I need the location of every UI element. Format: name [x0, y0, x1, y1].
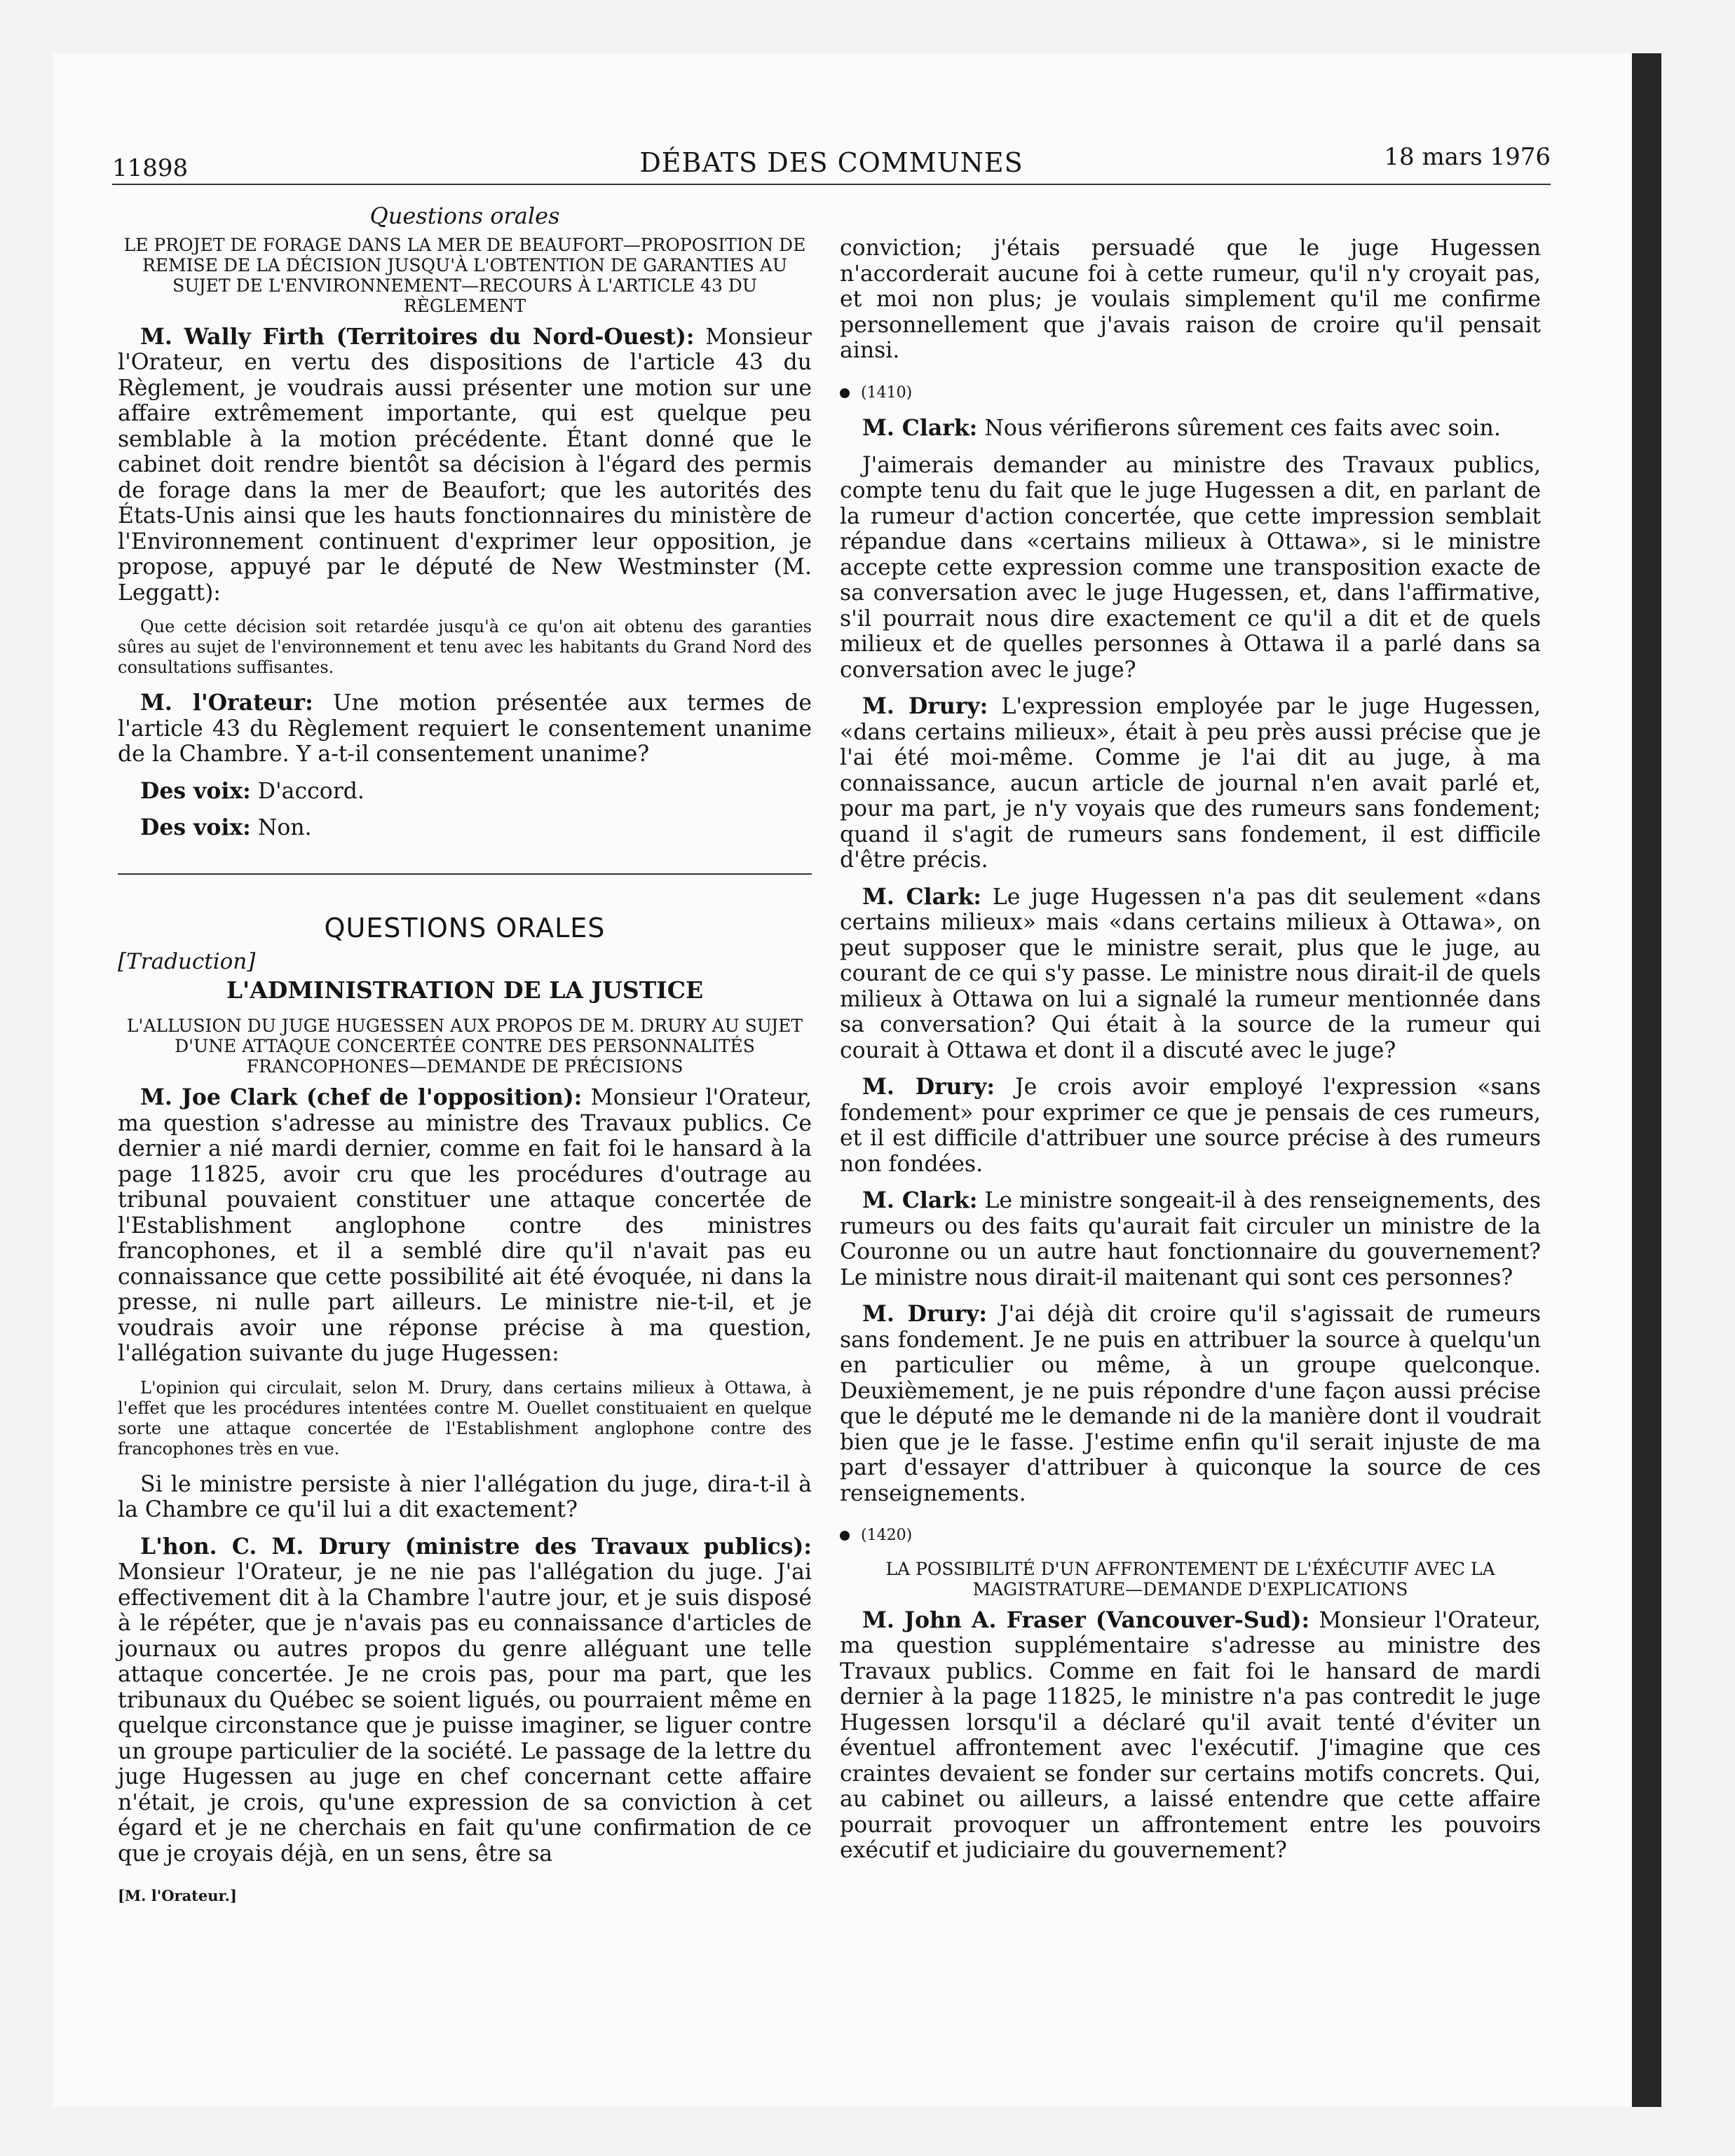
paragraph: Si le ministre persiste à nier l'allégation du juge, dira-t-il à la Chambre ce qu'il lui a dit exactement?	[118, 1471, 812, 1522]
paragraph	[840, 885, 1541, 1064]
speaker-name: M. Drury:	[862, 693, 988, 719]
speaker-name: M. Clark:	[862, 415, 978, 441]
speech-text: Monsieur l'Orateur, en vertu des dispositions de l'article 43 du Règlement, je voudrais aussi présenter une motion sur une affaire extrêmement importante, qui est quelque peu semblable à la motion précédente. Étant donné que le cabinet doit rendre bientôt sa décision à l'égard des permis de forage dans la mer de Beaufort; que les autorités des États-Unis ainsi que les hauts fonctionnaires du ministère de l'Environnement continuent d'exprimer leur opposition, je propose, appuyé par le député de New Westminster (M. Leggatt):	[118, 324, 812, 606]
bullet-icon	[840, 1531, 850, 1541]
speech-text: Nous vérifierons sûrement ces faits avec soin.	[977, 416, 1501, 441]
subheading: LE PROJET DE FORAGE DANS LA MER DE BEAUFORT—PROPOSITION DE REMISE DE LA DÉCISION JUSQU'À L'OBTENTION DE GARANTIES AU SUJET DE L'ENVIRONNEMENT—RECOURS À L'ARTICLE 43 DU RÈGLEMENT	[123, 234, 806, 316]
paragraph	[840, 1074, 1541, 1177]
speech-text: Non.	[250, 815, 312, 840]
paragraph	[840, 1608, 1541, 1864]
speech-text: Je crois avoir employé l'expression «sans fondement» pour exprimer ce que je pensais de ces rumeurs, et il est difficile d'attribuer une source précise à des rumeurs non fondées.	[840, 1074, 1541, 1177]
publication-title: DÉBATS DES COMMUNES	[639, 147, 1023, 178]
speech-text: Une motion présentée aux termes de l'article 43 du Règlement requiert le consentement unanime de la Chambre. Y a-t-il consentement unanime?	[118, 690, 812, 767]
speaker-name: M. Clark:	[862, 883, 982, 910]
section-heading: QUESTIONS ORALES	[324, 912, 606, 943]
bullet-icon	[840, 388, 850, 398]
speaker-name: M. l'Orateur:	[140, 690, 313, 716]
speaker-name: M. Drury:	[862, 1301, 988, 1327]
paragraph	[118, 779, 812, 805]
paragraph	[118, 815, 812, 841]
header-rule	[112, 184, 1551, 185]
timestamp	[840, 381, 1541, 407]
page-header	[112, 143, 1551, 185]
paragraph: J'aimerais demander au ministre des Travaux publics, compte tenu du fait que le juge Hugessen a dit, en parlant de la rumeur d'action concertée, que cette impression semblait répandue dans «certains milieux à Ottawa», si le ministre accepte cette expression comme une transposition exacte de sa conversation avec le juge Hugessen, et, dans l'affirmative, s'il pourrait nous dire exactement ce qu'il a dit et de quels milieux et de quelles personnes à Ottawa il a parlé dans sa conversation avec le juge?	[840, 452, 1541, 683]
speech-text: Monsieur l'Orateur, ma question s'adresse au ministre des Travaux publics. Ce dernier a nié mardi dernier, comme en fait foi le hansard à la page 11825, avoir cru que les procédures d'outrage au tribunal pouvaient constituer une attaque concertée de l'Establishment anglophone contre des ministres francophones, et il a semblé dire qu'il n'avait pas eu connaissance que cette possibilité ait été évoquée, ni dans la presse, ni nulle part ailleurs. Le ministre nie-t-il, et je voudrais avoir une réponse précise à ma question, l'allégation suivante du juge Hugessen:	[118, 1085, 812, 1366]
speaker-name: M. Clark:	[862, 1187, 978, 1213]
speech-text: Le ministre songeait-il à des renseignements, des rumeurs ou des faits qu'aurait fait circuler un ministre de la Couronne ou un autre haut fonctionnaire du gouvernement? Le ministre nous dirait-il maitenant qui sont ces personnes?	[840, 1188, 1541, 1290]
speaker-name: M. John A. Fraser (Vancouver-Sud):	[862, 1606, 1310, 1633]
subheading: L'ALLUSION DU JUGE HUGESSEN AUX PROPOS DE M. DRURY AU SUJET D'UNE ATTAQUE CONCERTÉE CONTRE DES PERSONNALITÉS FRANCOPHONES—DEMANDE DE PRÉCISIONS	[126, 1016, 803, 1077]
speaker-name: M. Joe Clark (chef de l'opposition):	[140, 1084, 583, 1110]
paragraph	[118, 1534, 812, 1867]
speech-text: Monsieur l'Orateur, ma question supplémentaire s'adresse au ministre des Travaux publics. Comme en fait foi le hansard de mardi dernier à la page 11825, le ministre n'a pas contredit le juge Hugessen lorsqu'il a déclaré qu'il avait tenté d'éviter un éventuel affrontement avec l'exécutif. J'imagine que ces craintes devaient se fonder sur certains motifs concrets. Qui, au cabinet ou ailleurs, a laissé entendre que cette affaire pourrait provoquer un affrontement entre les pouvoirs exécutif et judiciaire du gouvernement?	[840, 1607, 1541, 1863]
scan-edge-shadow	[1632, 53, 1661, 2107]
paragraph	[840, 694, 1541, 873]
paragraph	[118, 325, 812, 606]
section-label: Questions orales	[369, 203, 560, 229]
paragraph	[840, 1188, 1541, 1290]
speech-text: Le juge Hugessen n'a pas dit seulement «dans certains milieux» mais «dans certains milieux à Ottawa», on peut supposer que le ministre serait, plus que le juge, au courant de ce qui s'y passe. Le ministre nous dirait-il de quels milieux à Ottawa on lui a signalé la rumeur mentionnée dans sa conversation? Qui était à la source de la rumeur qui courait à Ottawa et dont il a discuté avec le juge?	[840, 884, 1541, 1063]
speaker-name: M. Drury:	[862, 1074, 995, 1100]
speech-text: Monsieur l'Orateur, je ne nie pas l'allégation du juge. J'ai effectivement dit à la Chambre l'autre jour, et je suis disposé à le répéter, que je n'avais pas eu connaissance d'articles de journaux ou autres propos du genre alléguant une telle attaque concertée. Je ne crois pas, pour ma part, que les tribunaux du Québec se soient ligués, ou pourraient même en quelque circonstance que je puisse imaginer, se liguer contre un groupe particulier de la société. Le passage de la lettre du juge Hugessen au juge en chef concernant cette affaire n'était, je crois, qu'une expression de sa conviction à cet égard et je ne cherchais en fait qu'une confirmation de ce que je croyais déjà, en un sens, être sa	[118, 1560, 812, 1867]
subheading: LA POSSIBILITÉ D'UN AFFRONTEMENT DE L'ÉXÉCUTIF AVEC LA MAGISTRATURE—DEMANDE D'EXPLICATIONS	[885, 1558, 1495, 1599]
publication-date: 18 mars 1976	[1384, 143, 1551, 171]
paragraph	[840, 416, 1541, 442]
speaker-name: L'hon. C. M. Drury (ministre des Travaux publics):	[140, 1533, 812, 1560]
speaker-name: Des voix:	[140, 777, 251, 804]
topic-heading: L'ADMINISTRATION DE LA JUSTICE	[226, 976, 704, 1004]
page-number: 11898	[112, 154, 189, 182]
paragraph	[118, 1085, 812, 1367]
timestamp-text: (1410)	[861, 383, 913, 402]
speech-text: L'expression employée par le juge Hugessen, «dans certains milieux», était à peu près aussi précise que je l'ai été moi-même. Comme je l'ai dit au juge, à ma connaissance, aucun article de journal n'en avait parlé et, pour ma part, je n'y voyais que des rumeurs sans fondement; quand il s'agit de rumeurs sans fondement, il est difficile d'être précis.	[840, 694, 1541, 873]
speaker-name: Des voix:	[140, 814, 251, 840]
paragraph	[840, 1302, 1541, 1506]
section-divider	[118, 873, 812, 875]
speech-text: D'accord.	[250, 778, 365, 804]
speaker-name: M. Wally Firth (Territoires du Nord-Ouest):	[140, 323, 695, 350]
speech-text: J'ai déjà dit croire qu'il s'agissait de rumeurs sans fondement. Je ne puis en attribuer la source à quelqu'un en particulier ou même, à un groupe quelconque. Deuxièmement, je ne puis répondre d'une façon aussi précise que le député me le demande ni de la manière dont il voudrait bien que je le fasse. J'estime enfin qu'il serait injuste de ma part d'essayer d'attribuer à quiconque la source de ces renseignements.	[840, 1302, 1541, 1506]
paragraph	[118, 690, 812, 767]
translation-note: [Traduction]	[118, 949, 256, 974]
timestamp-text: (1420)	[861, 1527, 913, 1544]
left-column	[118, 203, 812, 1909]
block-quote: Que cette décision soit retardée jusqu'à ce qu'on ait obtenu des garanties sûres au sujet de l'environnement et tenu avec les habitants du Grand Nord des consultations suffisantes.	[118, 617, 812, 677]
right-column	[840, 236, 1541, 1875]
footer-note: [M. l'Orateur.]	[118, 1887, 237, 1904]
paragraph: conviction; j'étais persuadé que le juge Hugessen n'accorderait aucune foi à cette rumeur, qu'il n'y croyait pas, et moi non plus; je voulais simplement qu'il me confirme personnellement que j'avais raison de croire qu'il pensait ainsi.	[840, 236, 1541, 363]
block-quote: L'opinion qui circulait, selon M. Drury, dans certains milieux à Ottawa, à l'effet que les procédures intentées contre M. Ouellet constituaient en quelque sorte une attaque concertée de l'Establishment anglophone contre des francophones très en vue.	[118, 1377, 812, 1459]
timestamp	[840, 1523, 1541, 1549]
